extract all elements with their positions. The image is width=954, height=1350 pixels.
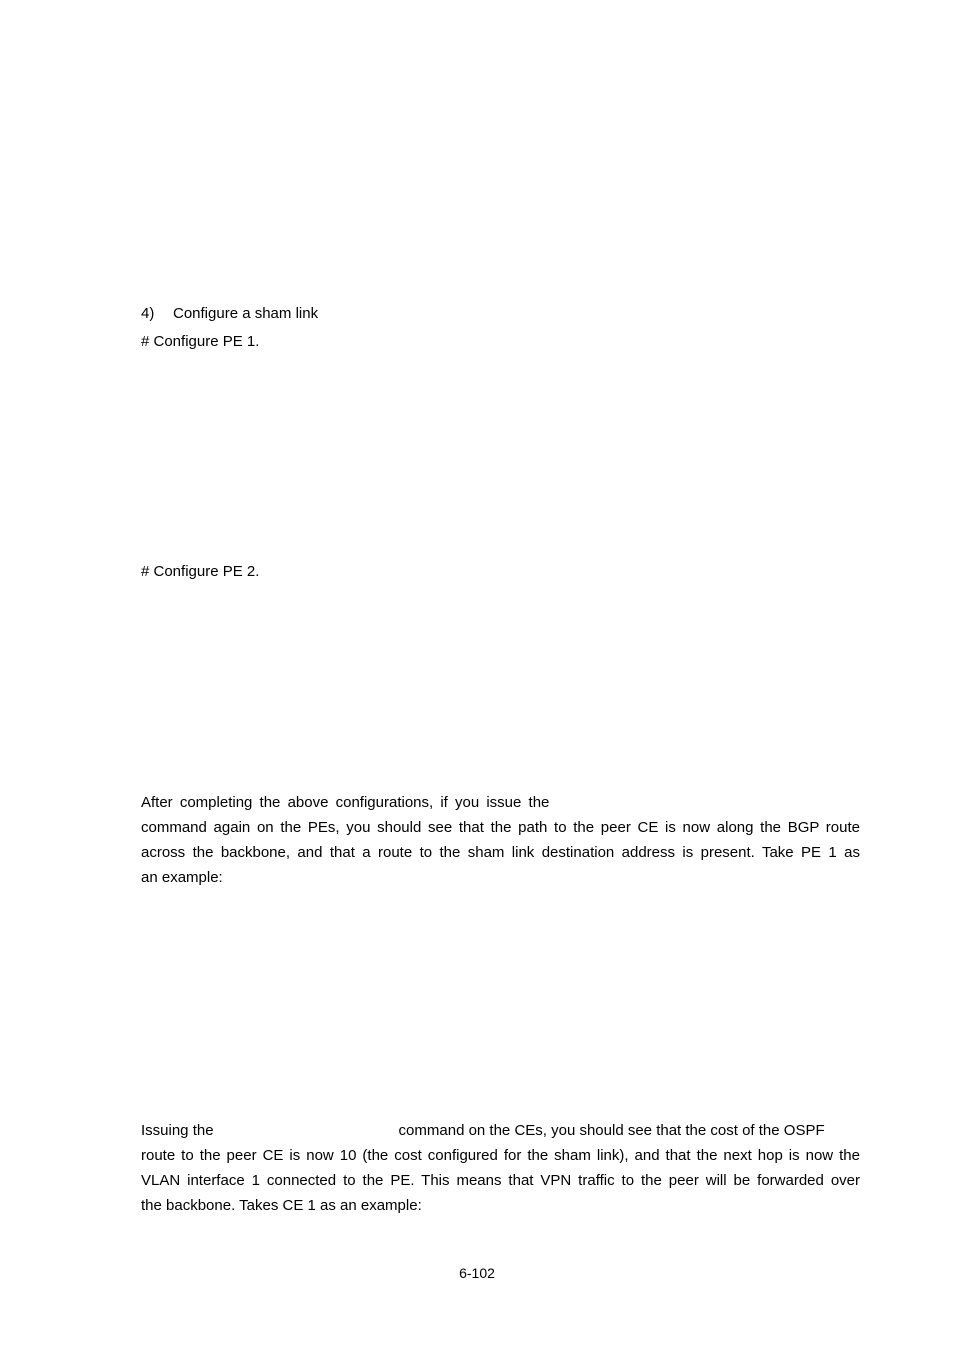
paragraph-line: the backbone. Takes CE 1 as an example: — [141, 1197, 422, 1214]
paragraph-text: Issuing the — [141, 1122, 214, 1139]
page-number: 6-102 — [459, 1265, 495, 1281]
paragraph-line: command again on the PEs, you should see that the path to the peer CE is now along the BGP route — [141, 819, 860, 836]
paragraph-line: an example: — [141, 869, 223, 886]
after-config-paragraph — [141, 790, 860, 890]
paragraph-line — [141, 1118, 860, 1143]
configure-pe1-comment: # Configure PE 1. — [141, 333, 260, 350]
paragraph-line: VLAN interface 1 connected to the PE. This means that VPN traffic to the peer will be forwarded over — [141, 1172, 860, 1189]
paragraph-line: across the backbone, and that a route to the sham link destination address is present. Take PE 1 as — [141, 844, 860, 861]
paragraph-line: route to the peer CE is now 10 (the cost configured for the sham link), and that the next hop is now the — [141, 1147, 860, 1164]
paragraph-text: command on the CEs, you should see that the cost of the OSPF — [398, 1122, 825, 1139]
step-4-heading — [141, 305, 318, 323]
step-number: 4) — [141, 305, 155, 322]
configure-pe2-comment: # Configure PE 2. — [141, 563, 260, 580]
issuing-paragraph — [141, 1118, 860, 1218]
step-title: Configure a sham link — [173, 305, 319, 322]
paragraph-line: After completing the above configurations, if you issue the — [141, 794, 550, 811]
